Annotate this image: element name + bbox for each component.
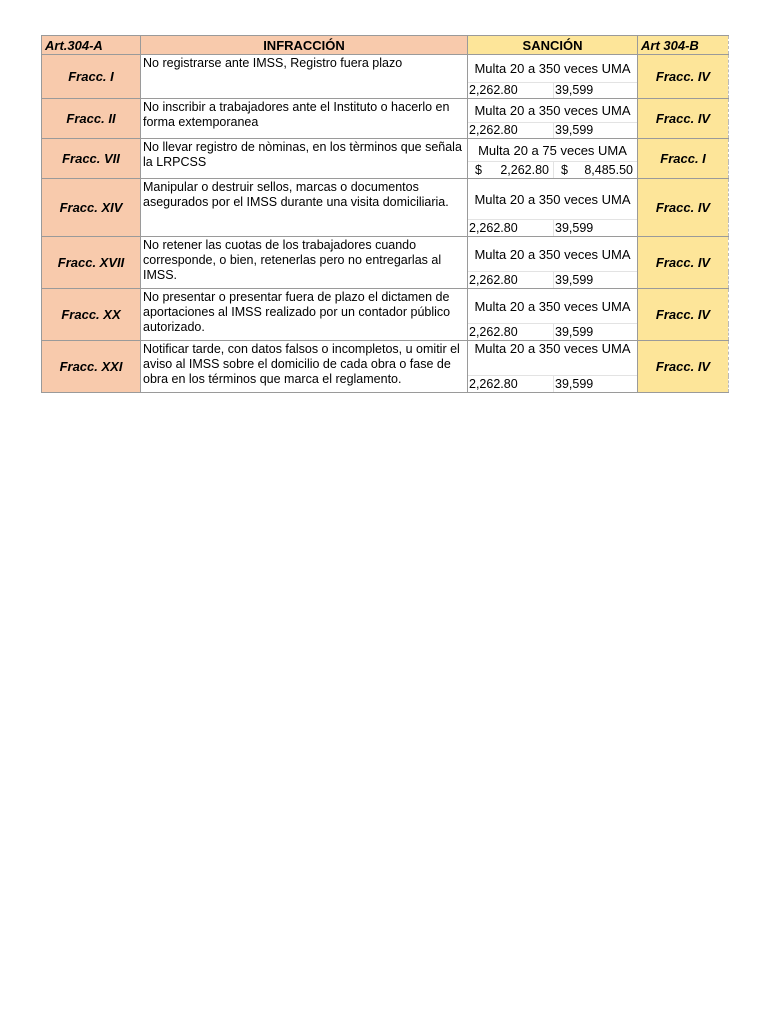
fracc-b-cell: Fracc. IV	[638, 179, 729, 237]
multa-text: Multa 20 a 75 veces UMA	[468, 139, 638, 162]
amount-min: 2,262.80	[468, 82, 554, 98]
fracc-a-cell: Fracc. XXI	[42, 341, 141, 393]
table-row	[42, 179, 729, 220]
infractions-table	[41, 35, 729, 393]
multa-text: Multa 20 a 350 veces UMA	[468, 99, 638, 123]
infraction-description: No inscribir a trabajadores ante el Instituto o hacerlo en forma extemporanea	[141, 99, 468, 139]
infraction-description: No presentar o presentar fuera de plazo el dictamen de aportaciones al IMSS realizado por un contador público autorizado.	[141, 289, 468, 341]
multa-text: Multa 20 a 350 veces UMA	[468, 179, 638, 220]
fracc-a-cell: Fracc. XIV	[42, 179, 141, 237]
fracc-b-cell: Fracc. IV	[638, 99, 729, 139]
fracc-b-cell: Fracc. IV	[638, 55, 729, 99]
amount-max: 39,599	[554, 82, 638, 98]
amount-max-cell	[554, 162, 638, 179]
fracc-b-cell: Fracc. IV	[638, 237, 729, 289]
infraction-description: No llevar registro de nòminas, en los tèrminos que señala la LRPCSS	[141, 139, 468, 179]
multa-text: Multa 20 a 350 veces UMA	[468, 341, 638, 376]
header-art-304-a: Art.304-A	[42, 36, 141, 55]
multa-text: Multa 20 a 350 veces UMA	[468, 289, 638, 324]
fracc-a-cell: Fracc. II	[42, 99, 141, 139]
table-row	[42, 341, 729, 376]
infraction-description: Manipular o destruir sellos, marcas o documentos asegurados por el IMSS durante una visita domiciliaria.	[141, 179, 468, 237]
table-row	[42, 55, 729, 83]
header-infraccion: INFRACCIÓN	[141, 36, 468, 55]
fracc-b-cell: Fracc. I	[638, 139, 729, 179]
amount-min: 2,262.80	[468, 220, 554, 237]
amount-max: 39,599	[554, 272, 638, 289]
amount-min: 2,262.80	[468, 376, 554, 393]
fracc-b-cell: Fracc. IV	[638, 289, 729, 341]
amount-min-cell	[468, 162, 554, 179]
fracc-a-cell: Fracc. I	[42, 55, 141, 99]
fracc-a-cell: Fracc. XX	[42, 289, 141, 341]
amount-max: 8,485.50	[584, 163, 634, 178]
infraction-description: No retener las cuotas de los trabajadores cuando corresponde, o bien, retenerlas pero no entregarlas al IMSS.	[141, 237, 468, 289]
infraction-description: Notificar tarde, con datos falsos o incompletos, u omitir el aviso al IMSS sobre el domicilio de cada obra o fase de obra en los términos que marca el reglamento.	[141, 341, 468, 393]
amount-max: 39,599	[554, 376, 638, 393]
fracc-a-cell: Fracc. XVII	[42, 237, 141, 289]
amount-min: 2,262.80	[468, 122, 554, 138]
multa-text: Multa 20 a 350 veces UMA	[468, 237, 638, 272]
amount-min: 2,262.80	[468, 324, 554, 341]
amount-max: 39,599	[554, 220, 638, 237]
fracc-a-cell: Fracc. VII	[42, 139, 141, 179]
header-art-304-b: Art 304-B	[638, 36, 729, 55]
table-row	[42, 237, 729, 272]
header-sancion: SANCIÓN	[468, 36, 638, 55]
table-row	[42, 139, 729, 162]
fracc-b-cell: Fracc. IV	[638, 341, 729, 393]
infraction-description: No registrarse ante IMSS, Registro fuera plazo	[141, 55, 468, 99]
currency-symbol: $	[475, 163, 482, 178]
amount-min: 2,262.80	[468, 272, 554, 289]
table-row	[42, 289, 729, 324]
header-row	[42, 36, 729, 55]
infractions-table-sheet	[41, 35, 728, 393]
currency-symbol: $	[561, 163, 568, 178]
amount-min: 2,262.80	[500, 163, 549, 178]
amount-max: 39,599	[554, 324, 638, 341]
table-row	[42, 99, 729, 123]
amount-max: 39,599	[554, 122, 638, 138]
multa-text: Multa 20 a 350 veces UMA	[468, 55, 638, 83]
